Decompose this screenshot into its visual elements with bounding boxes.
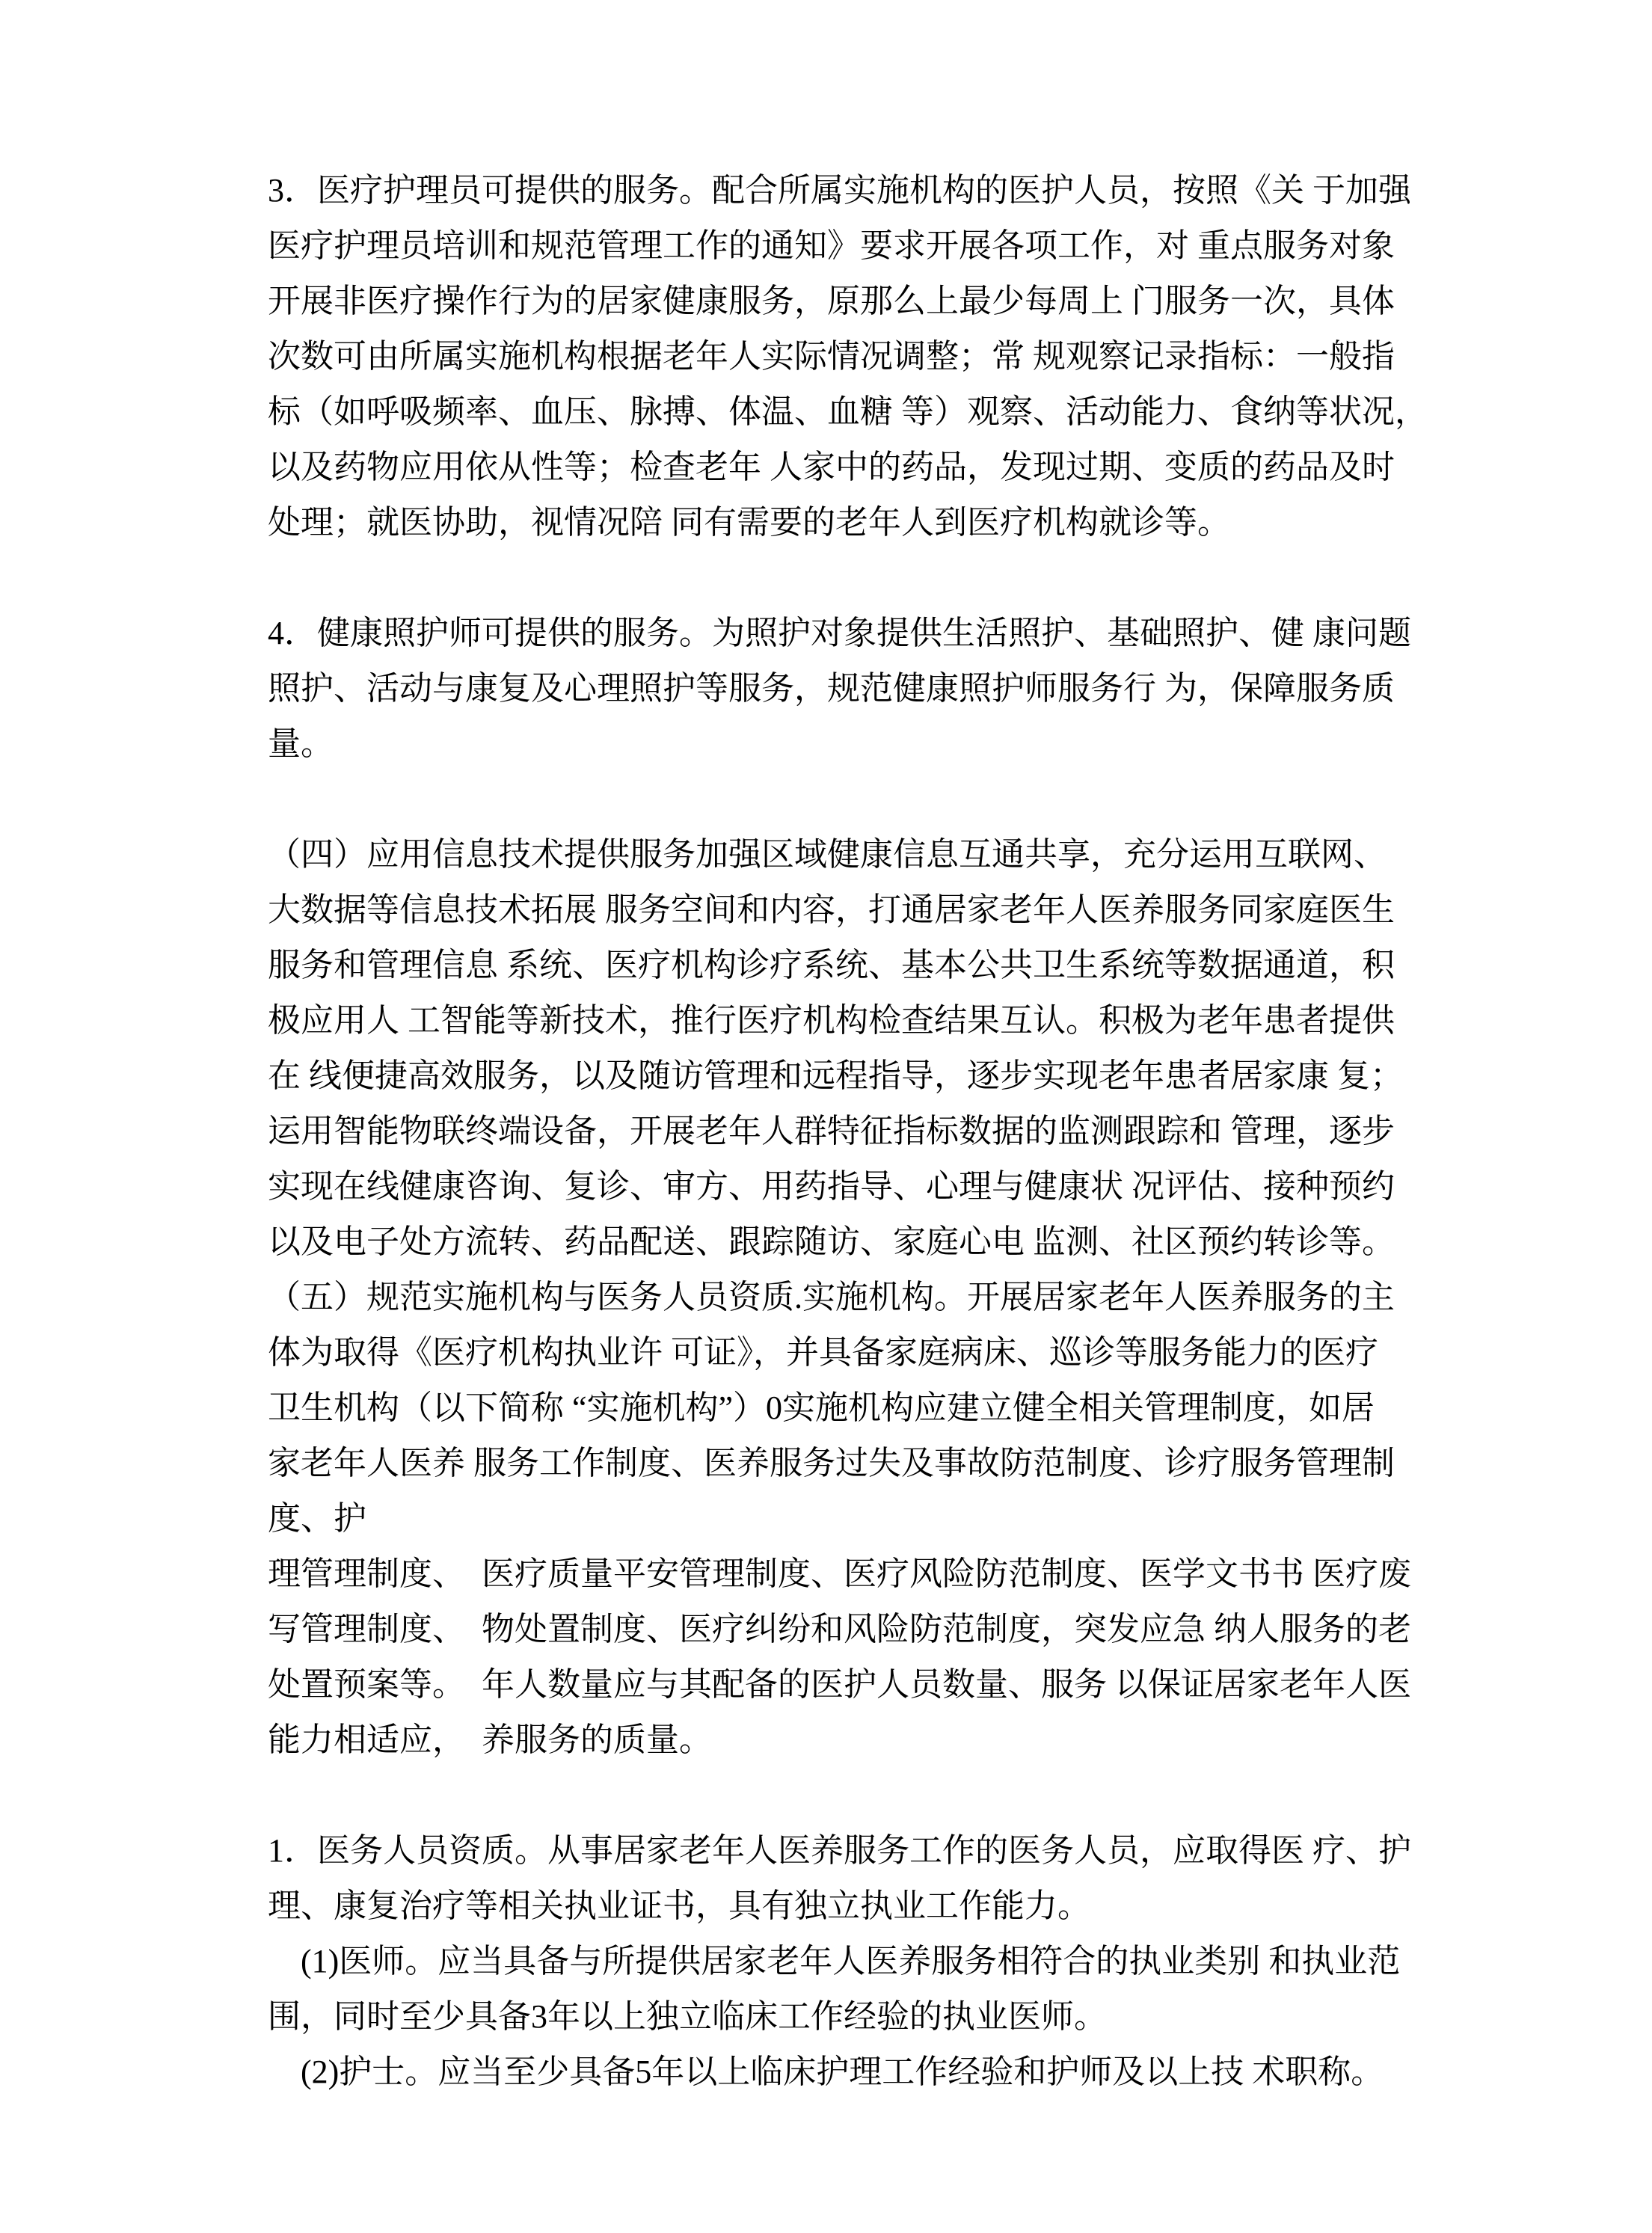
document-line: 大数据等信息技术拓展 服务空间和内容，打通居家老年人医养服务同家庭医生 — [268, 891, 1395, 928]
document-line: （四）应用信息技术提供服务加强区域健康信息互通共享，充分运用互联网、 — [268, 836, 1387, 873]
document-line: 标（如呼吸频率、血压、脉搏、体温、血糖 等）观察、活动能力、食纳等状况， — [268, 393, 1428, 430]
document-line: （五）规范实施机构与医务人员资质.实施机构。开展居家老年人医养服务的主 — [268, 1279, 1395, 1315]
document-line: 理管理制度、 医疗质量平安管理制度、医疗风险防范制度、医学文书书 医疗废 — [268, 1555, 1411, 1592]
document-line: 次数可由所属实施机构根据老年人实际情况调整；常 规观察记录指标：一般指 — [268, 338, 1395, 375]
document-line: 4．健康照护师可提供的服务。为照护对象提供生活照护、基础照护、健 康问题 — [268, 615, 1411, 651]
document-line: 能力相适应， 养服务的质量。 — [268, 1721, 712, 1758]
document-line: (2)护士。应当至少具备5年以上临床护理工作经验和护师及以上技 术职称。 — [268, 2054, 1384, 2090]
document-line: 运用智能物联终端设备，开展老年人群特征指标数据的监测跟踪和 管理，逐步 — [268, 1113, 1395, 1149]
document-line: 体为取得《医疗机构执业许 可证》，并具备家庭病床、巡诊等服务能力的医疗 — [268, 1334, 1378, 1371]
document-line: 实现在线健康咨询、复诊、审方、用药指导、心理与健康状 况评估、接种预约 — [268, 1168, 1395, 1205]
document-line: 围，同时至少具备3年以上独立临床工作经验的执业医师。 — [268, 1998, 1107, 2035]
document-line: 在 线便捷高效服务，以及随访管理和远程指导，逐步实现老年患者居家康 复； — [268, 1057, 1403, 1094]
blank-line — [268, 772, 1405, 827]
document-line: 3．医疗护理员可提供的服务。配合所属实施机构的医护人员，按照《关 于加强 — [268, 172, 1411, 209]
document-line: 服务和管理信息 系统、医疗机构诊疗系统、基本公共卫生系统等数据通道，积 — [268, 947, 1395, 983]
document-line: 家老年人医养 服务工作制度、医养服务过失及事故防范制度、诊疗服务管理制 — [268, 1445, 1395, 1481]
blank-line — [268, 1768, 1405, 1823]
document-line: 医疗护理员培训和规范管理工作的通知》要求开展各项工作，对 重点服务对象 — [268, 227, 1395, 264]
document-line: 处置预案等。 年人数量应与其配备的医护人员数量、服务 以保证居家老年人医 — [268, 1666, 1411, 1703]
document-line: 处理；就医协助，视情况陪 同有需要的老年人到医疗机构就诊等。 — [268, 504, 1230, 541]
document-line: 度、护 — [268, 1500, 366, 1537]
document-line: 1．医务人员资质。从事居家老年人医养服务工作的医务人员，应取得医 疗、护 — [268, 1832, 1411, 1869]
document-line: 照护、活动与康复及心理照护等服务，规范健康照护师服务行 为，保障服务质 — [268, 670, 1395, 707]
document-line: 卫生机构（以下简称 “实施机构”）0实施机构应建立健全相关管理制度，如居 — [268, 1389, 1375, 1426]
blank-line — [268, 550, 1405, 606]
document-line: 以及药物应用依从性等；检查老年 人家中的药品，发现过期、变质的药品及时 — [268, 449, 1395, 485]
document-line: 量。 — [268, 725, 334, 762]
document-line: 极应用人 工智能等新技术，推行医疗机构检查结果互认。积极为老年患者提供 — [268, 1002, 1395, 1039]
document-line: (1)医师。应当具备与所提供居家老年人医养服务相符合的执业类别 和执业范 — [268, 1943, 1401, 1979]
document-line: 写管理制度、 物处置制度、医疗纠纷和风险防范制度，突发应急 纳人服务的老 — [268, 1611, 1411, 1647]
document-line: 开展非医疗操作行为的居家健康服务，原那么上最少每周上 门服务一次，具体 — [268, 283, 1395, 319]
document-line: 以及电子处方流转、药品配送、跟踪随访、家庭心电 监测、社区预约转诊等。 — [268, 1223, 1395, 1260]
document-line: 理、康复治疗等相关执业证书，具有独立执业工作能力。 — [268, 1888, 1090, 1924]
